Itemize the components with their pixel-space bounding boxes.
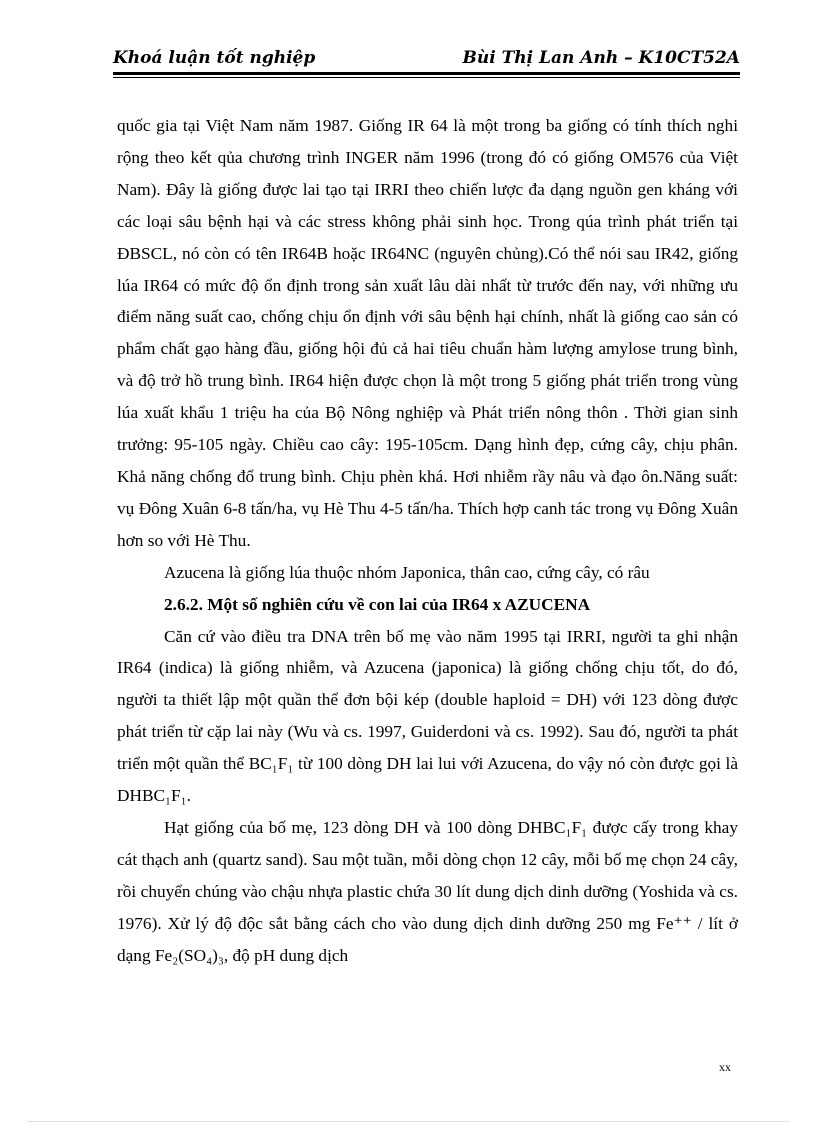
paragraph-dna-survey: Căn cứ vào điều tra DNA trên bố mẹ vào năm 1995 tại IRRI, người ta ghi nhận IR64 (indica) là giống nhiễm, và Azucena (japonica) là giống chống chịu tốt, do đó, người ta thiết lập một quần thể đơn bội kép (double haploid = DH) với 123 dòng được phát triển từ cặp lai này (Wu và cs. 1997, Guiderdoni và cs. 1992). Sau đó, người ta phát triển một quần thể BC₁F₁ từ 100 dòng DH lai lui với Azucena, do vậy nó còn được gọi là DHBC₁F₁. — [117, 626, 738, 806]
paragraph-seed-culture: Hạt giống của bố mẹ, 123 dòng DH và 100 dòng DHBC₁F₁ được cấy trong khay cát thạch anh (quartz sand). Sau một tuần, mỗi dòng chọn 12 cây, mỗi bố mẹ chọn 24 cây, rồi chuyển chúng vào chậu nhựa plastic chứa 30 lít dung dịch dinh dưỡng (Yoshida và cs. 1976). Xử lý độ độc sắt bằng cách cho vào dung dịch dinh dưỡng 250 mg Fe⁺⁺ / lít ở dạng Fe₂(SO₄)₃, độ pH dung dịch — [117, 817, 738, 965]
paragraph-ir64: quốc gia tại Việt Nam năm 1987. Giống IR 64 là một trong ba giống có tính thích nghi rộng theo kết qủa chương trình INGER năm 1996 (trong đó có giống OM576 của Việt Nam). Đây là giống được lai tạo tại IRRI theo chiến lược đa dạng nguồn gen kháng với các loại sâu bệnh hại và các stress không phải sinh học. Trong qúa trình phát triển tại ĐBSCL, nó còn có tên IR64B hoặc IR64NC (nguyên chủng).Có thể nói sau IR42, giống lúa IR64 có mức độ ổn định trong sản xuất lâu dài nhất từ trước đến nay, với những ưu điểm năng suất cao, chống chịu ổn định với sâu bệnh hại chính, nhất là giống cao sản có phẩm chất gạo hàng đầu, giống hội đủ cả hai tiêu chuẩn hàm lượng amylose trung bình, và độ trở hồ trung bình. IR64 hiện được chọn là một trong 5 giống phát triển trong vùng lúa xuất khẩu 1 triệu ha của Bộ Nông nghiệp và Phát triển nông thôn . Thời gian sinh trưởng: 95-105 ngày. Chiều cao cây: 195-105cm. Dạng hình đẹp, cứng cây, chịu phân. Khả năng chống đổ trung bình. Chịu phèn khá. Hơi nhiễm rầy nâu và đạo ôn.Năng suất: vụ Đông Xuân 6-8 tấn/ha, vụ Hè Thu 4-5 tấn/ha. Thích hợp canh tác trong vụ Đông Xuân hơn so với Hè Thu. — [117, 116, 738, 550]
paragraph-azucena: Azucena là giống lúa thuộc nhóm Japonica, thân cao, cứng cây, có râu — [164, 562, 650, 582]
page-number: xx — [719, 1060, 731, 1074]
header-title: Khoá luận tốt nghiệp — [113, 48, 316, 68]
document-body — [117, 110, 738, 971]
section-heading: 2.6.2. Một số nghiên cứu về con lai của IR64 x AZUCENA — [164, 594, 591, 614]
page-header — [113, 48, 740, 70]
header-rule-thick — [113, 72, 740, 75]
page-bottom-border — [28, 1121, 788, 1122]
header-rule-thin — [113, 77, 740, 78]
header-author: Bùi Thị Lan Anh – K10CT52A — [462, 48, 740, 68]
